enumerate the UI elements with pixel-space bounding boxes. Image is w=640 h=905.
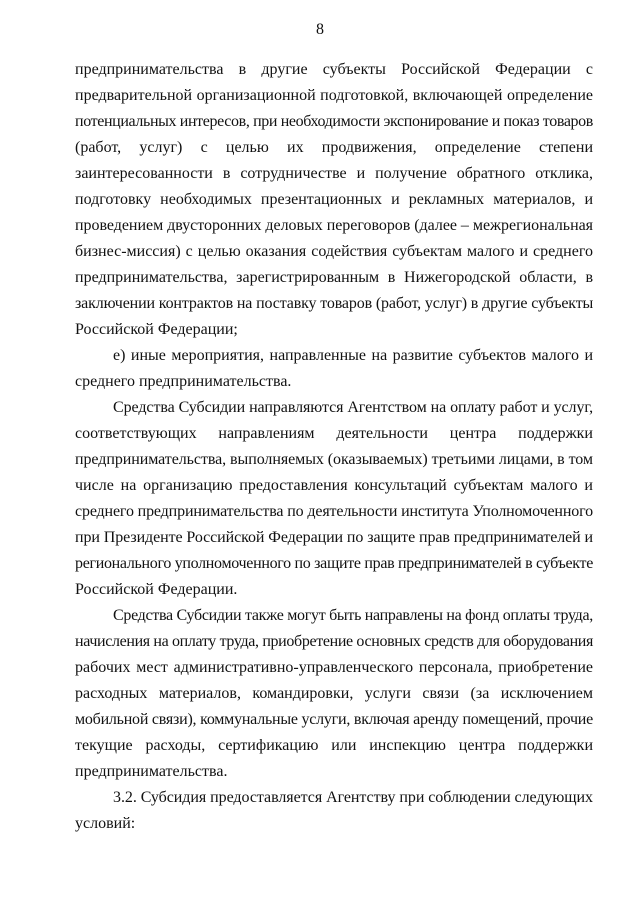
text-line: рабочих мест административно-управленческого персонала, приобретение	[75, 659, 593, 676]
text-line: предпринимательства, выполняемых (оказываемых) третьими лицами, в том	[75, 451, 593, 468]
page-number: 8	[316, 21, 324, 38]
text-line: предпринимательства.	[75, 763, 228, 780]
text-line: расходных материалов, командировки, услуги связи (за исключением	[75, 685, 593, 702]
text-line: числе на организацию предоставления консультаций субъектам малого и	[75, 477, 593, 494]
text-line: е) иные мероприятия, направленные на развитие субъектов малого и	[113, 347, 593, 364]
text-line: 3.2. Субсидия предоставляется Агентству при соблюдении следующих	[113, 789, 593, 806]
text-line: проведением двусторонних деловых переговоров (далее – межрегиональная	[75, 217, 594, 234]
text-line: Российской Федерации.	[75, 581, 238, 598]
text-line: среднего предпринимательства.	[75, 373, 292, 390]
text-line: заинтересованности в сотрудничестве и получение обратного отклика,	[75, 165, 593, 182]
text-line: при Президенте Российской Федерации по защите прав предпринимателей и	[75, 529, 594, 546]
document-body	[75, 57, 593, 837]
text-line: Российской Федерации;	[75, 321, 238, 338]
text-line: предпринимательства в другие субъекты Российской Федерации с	[75, 61, 593, 78]
paragraph-continuation	[75, 57, 593, 343]
text-line: потенциальных интересов, при необходимости экспонирование и показ товаров	[75, 113, 593, 130]
text-line: предварительной организационной подготовкой, включающей определение	[75, 87, 593, 104]
text-line: Средства Субсидии направляются Агентством на оплату работ и услуг,	[113, 399, 594, 416]
text-line: текущие расходы, сертификацию или инспекцию центра поддержки	[75, 737, 593, 754]
paragraph-item-e	[75, 343, 593, 395]
text-line: начисления на оплату труда, приобретение основных средств для оборудования	[75, 633, 593, 650]
paragraph-section-3-2	[75, 785, 593, 837]
text-line: (работ, услуг) с целью их продвижения, определение степени	[75, 139, 593, 156]
text-line: мобильной связи), коммунальные услуги, включая аренду помещений, прочие	[75, 711, 594, 728]
text-line: среднего предпринимательства по деятельности института Уполномоченного	[75, 503, 594, 520]
paragraph-subsidy-also	[75, 603, 593, 785]
paragraph-subsidy-funds	[75, 395, 593, 603]
text-line: подготовку необходимых презентационных и рекламных материалов, и	[75, 191, 593, 208]
text-line: предпринимательства, зарегистрированным в Нижегородской области, в	[75, 269, 593, 286]
text-line: условий:	[75, 815, 136, 832]
text-line: Средства Субсидии также могут быть направлены на фонд оплаты труда,	[113, 607, 593, 624]
text-line: бизнес-миссия) с целью оказания содействия субъектам малого и среднего	[75, 243, 593, 260]
text-line: соответствующих направлениям деятельности центра поддержки	[75, 425, 593, 442]
text-line: регионального уполномоченного по защите прав предпринимателей в субъекте	[75, 555, 593, 572]
text-line: заключении контрактов на поставку товаров (работ, услуг) в другие субъекты	[75, 295, 594, 312]
